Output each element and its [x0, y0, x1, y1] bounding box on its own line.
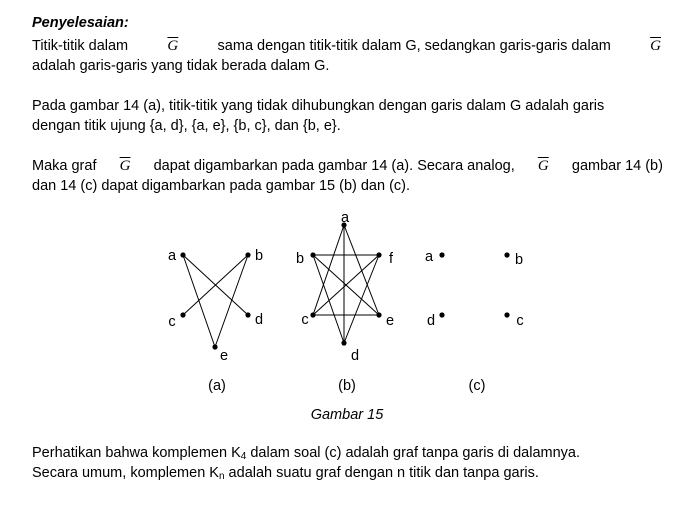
paragraph-4-line-2	[32, 463, 663, 483]
vertex-c-b	[504, 252, 509, 257]
p4-text-a: Perhatikan bahwa komplemen K	[32, 445, 241, 461]
caption-c: (c)	[468, 378, 486, 394]
vertex-label-a-d: d	[254, 312, 264, 328]
vertex-label-c-b: b	[514, 252, 524, 268]
paragraph-3-line-2: dan 14 (c) dapat digambarkan pada gambar 15 (b) dan (c).	[32, 178, 411, 194]
vertex-a-a	[180, 252, 185, 257]
edge-b-a-e	[344, 225, 379, 315]
p4-text-c: Secara umum, komplemen K	[32, 465, 219, 481]
p4-text-b: dalam soal (c) adalah graf tanpa garis di dalamnya.	[246, 445, 581, 461]
vertex-label-a-c: c	[168, 314, 176, 330]
vertex-c-a	[439, 252, 444, 257]
vertex-label-c-a: a	[424, 249, 434, 265]
figure-title: Gambar 15	[310, 407, 384, 423]
vertex-a-c	[180, 312, 185, 317]
vertex-label-b-c: c	[301, 312, 309, 328]
g-complement-symbol: $\overline{G}$	[119, 158, 131, 174]
vertex-c-c	[504, 312, 509, 317]
p3-text-b: dapat digambarkan pada gambar 14 (a). Secara analog,	[153, 158, 515, 174]
p3-text-a: Maka graf	[32, 158, 97, 174]
paragraph-1-line-2: adalah garis-garis yang tidak berada dalam G.	[32, 58, 330, 74]
paragraph-4-line-1	[32, 443, 663, 463]
vertex-label-a-a: a	[167, 248, 177, 264]
paragraph-4	[32, 443, 663, 483]
vertex-c-d	[439, 312, 444, 317]
vertex-b-c	[310, 312, 315, 317]
vertex-label-b-f: f	[388, 251, 394, 267]
vertex-b-e	[376, 312, 381, 317]
caption-b: (b)	[338, 378, 356, 394]
p1-text-a: Titik-titik dalam	[32, 38, 129, 54]
p1-text-b: sama dengan titik-titik dalam G, sedangkan garis-garis dalam	[217, 38, 611, 54]
vertex-label-a-b: b	[254, 248, 264, 264]
p4-line-1	[32, 443, 580, 463]
p2-text: Pada gambar 14 (a), titik-titik yang tidak dihubungkan dengan garis dalam G adalah garis	[32, 98, 605, 114]
vertex-label-b-a: a	[340, 210, 350, 226]
vertex-label-c-c: c	[516, 313, 524, 329]
vertex-label-c-d: d	[426, 313, 436, 329]
paragraph-2-line-2: dengan titik ujung {a, d}, {a, e}, {b, c}, dan {b, e}.	[32, 118, 341, 134]
vertex-b-b	[310, 252, 315, 257]
p4-text-d: adalah suatu graf dengan n titik dan tanpa garis.	[224, 465, 539, 481]
vertex-label-a-e: e	[219, 348, 229, 364]
vertex-label-b-d: d	[350, 348, 360, 364]
g-complement-symbol: $\overline{G}$	[167, 38, 179, 54]
edge-b-b-d	[313, 255, 344, 343]
g-complement-symbol: $\overline{G}$	[650, 38, 661, 54]
vertex-a-e	[212, 344, 217, 349]
kn-subscript: n	[218, 471, 225, 482]
graph-vertex-labels	[168, 210, 524, 364]
solution-heading: Penyelesaian:	[32, 15, 129, 31]
graph-edges	[183, 225, 379, 347]
k4-subscript: 4	[240, 451, 247, 462]
edge-a-a-e	[183, 255, 215, 347]
vertex-a-d	[245, 312, 250, 317]
g-complement-symbol: $\overline{G}$	[537, 158, 549, 174]
edge-a-b-e	[215, 255, 248, 347]
vertex-b-d	[341, 340, 346, 345]
vertex-label-b-b: b	[295, 251, 305, 267]
vertex-a-b	[245, 252, 250, 257]
vertex-label-b-e: e	[385, 313, 395, 329]
vertex-b-f	[376, 252, 381, 257]
p3-text-c: gambar 14 (b)	[571, 158, 663, 174]
caption-a: (a)	[208, 378, 226, 394]
